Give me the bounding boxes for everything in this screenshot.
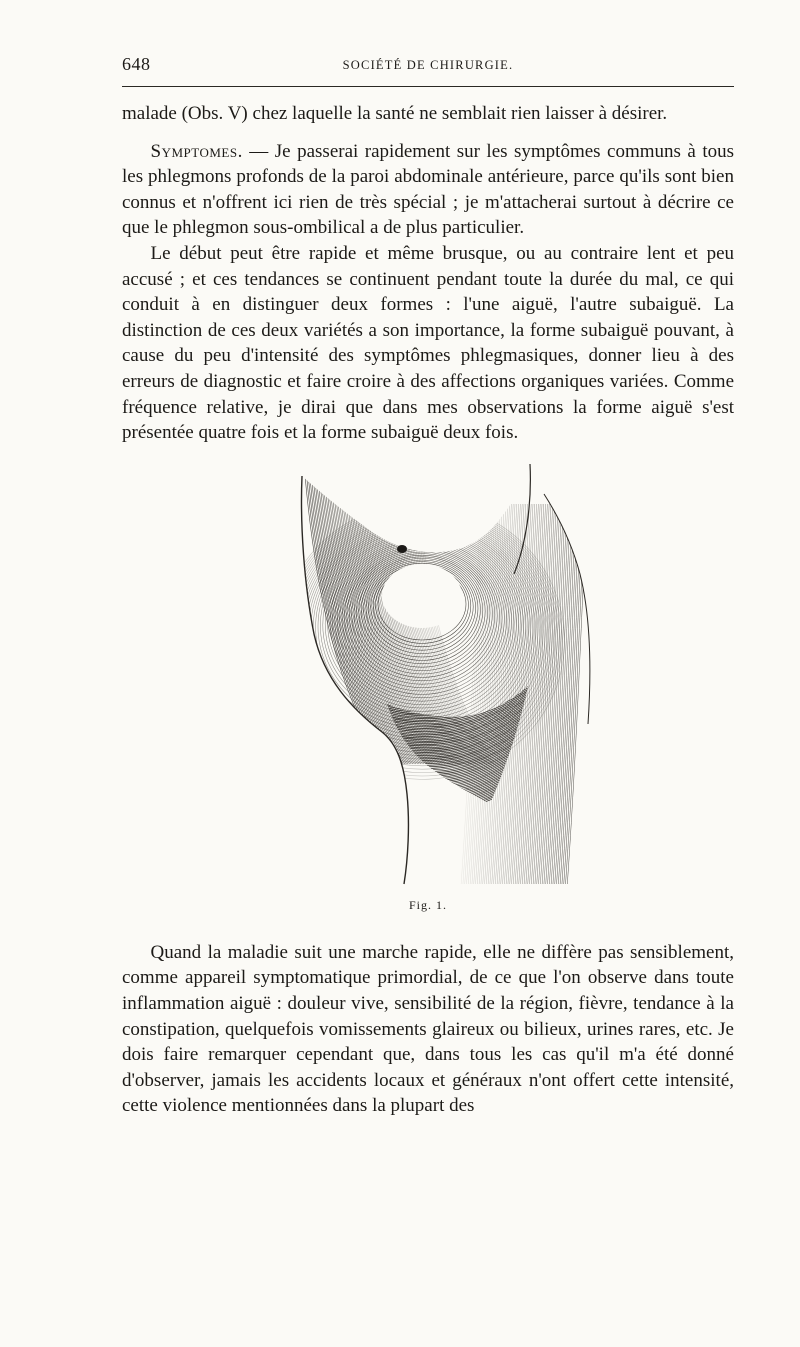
paragraph-symptoms-body: — Je passerai rapidement sur les symptômes communs à tous les phlegmons profonds de la paroi abdominale antérieure, parce qu'ils sont bien connus et n'offrent ici rien de très spécial ; je m'attacherai surtout à décrire ce que le phlegmon sous-ombilical a de plus particulier. <box>122 140 734 239</box>
page <box>122 52 734 1119</box>
figure-1 <box>122 464 734 934</box>
paragraph-continuation: malade (Obs. V) chez laquelle la santé ne semblait rien laisser à désirer. <box>122 103 668 124</box>
umbilicus <box>397 545 407 553</box>
page-header <box>122 52 734 87</box>
figure-caption: Fig. 1. <box>408 897 447 912</box>
paragraph-symptoms <box>122 139 734 241</box>
paragraph-onset-body: Le début peut être rapide et même brusque, ou au contraire lent et peu accusé ; et ces tendances se continuent pendant toute la durée du mal, ce qui conduit à en distinguer deux formes : l'une aiguë, l'autre subaiguë. La distinction de ces deux variétés a son importance, la forme subaiguë pouvant, à cause du peu d'intensité des symptômes phlegmasiques, donner lieu à des erreurs de diagnostic et faire croire à des affections organiques variées. Comme fréquence relative, je dirai que dans mes observations la forme aiguë s'est présentée quatre fois et la forme subaiguë deux fois. <box>122 242 734 444</box>
abdomen-engraving-illustration <box>292 464 592 889</box>
swelling-highlight <box>382 564 462 628</box>
page-number: 648 <box>122 54 151 74</box>
paragraph-onset <box>122 241 734 446</box>
paragraph-acute-form-body: Quand la maladie suit une marche rapide, elle ne diffère pas sensiblement, comme appareil symptomatique primordial, de ce que l'on observe dans toute inflammation aiguë : douleur vive, sensibilité de la région, fièvre, tendance à la constipation, quelquefois vomissements glaireux ou bilieux, urines rares, etc. Je dois faire remarquer cependant que, dans tous les cas qu'il m'a été donné d'observer, jamais les accidents locaux et généraux n'ont offert cette intensité, cette violence mentionnées dans la plupart des <box>122 941 734 1117</box>
paragraph-acute-form <box>122 940 734 1119</box>
section-heading-symptoms: Symptomes. <box>150 140 243 162</box>
running-head: SOCIÉTÉ DE CHIRURGIE. <box>342 58 514 72</box>
